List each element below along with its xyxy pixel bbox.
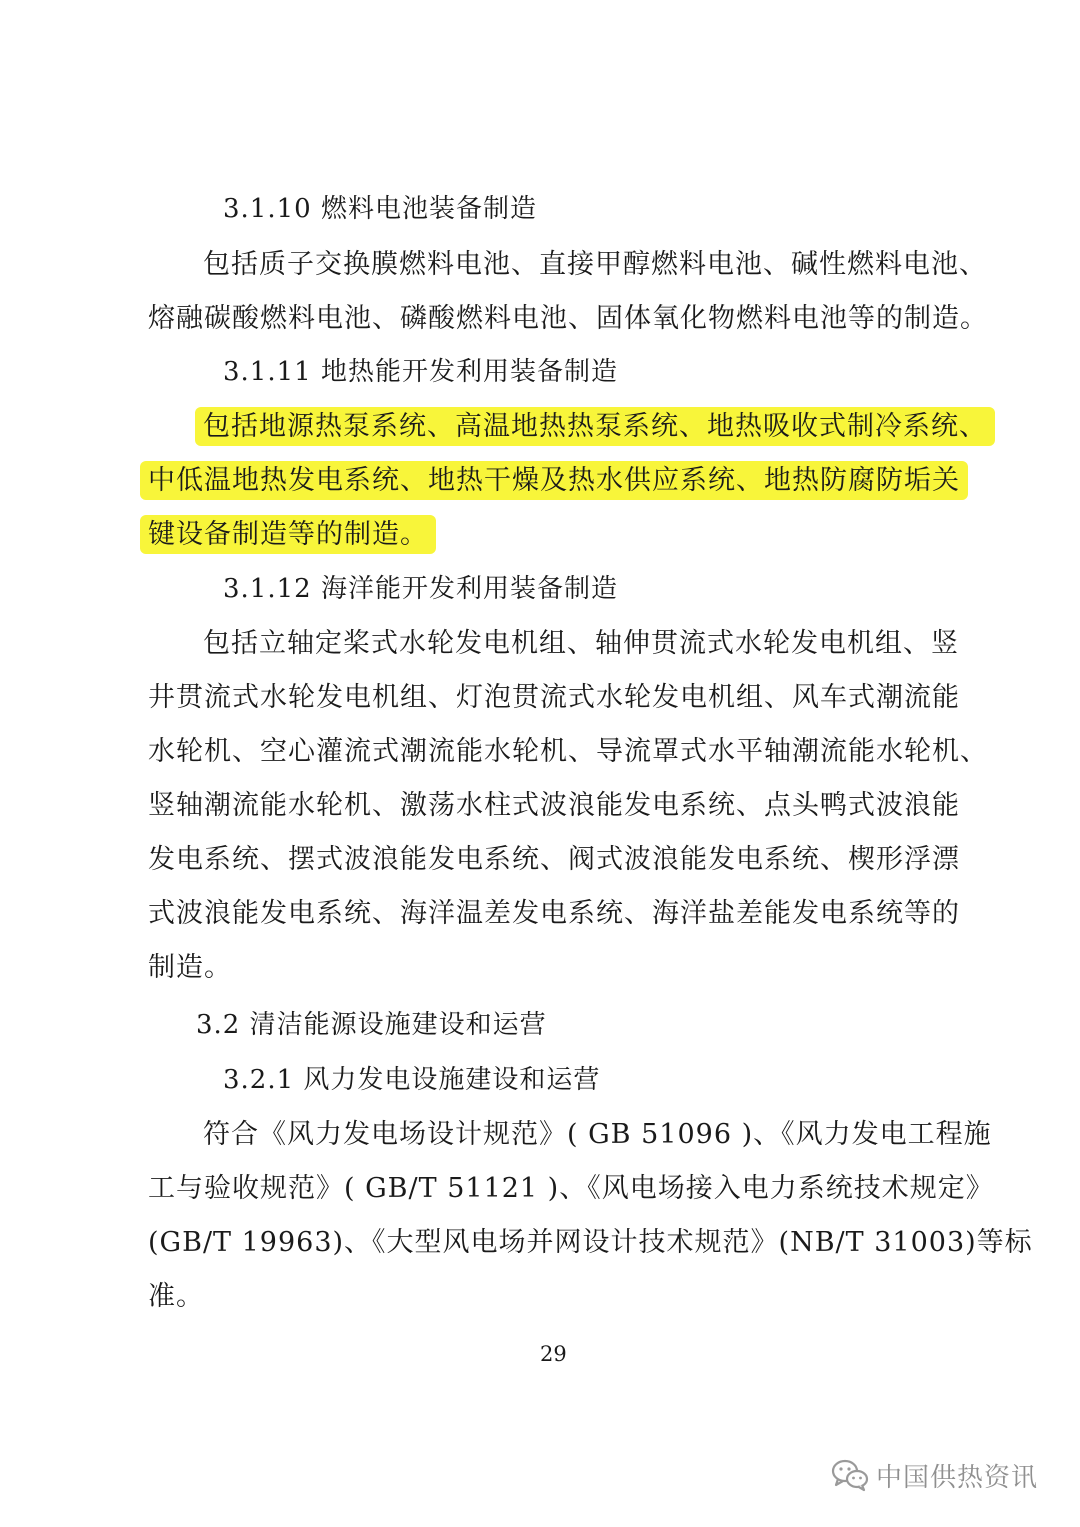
- paragraph-line: 准。: [148, 1281, 204, 1312]
- page-number: 29: [540, 1342, 567, 1366]
- paragraph-line: 水轮机、空心灌流式潮流能水轮机、导流罩式水平轴潮流能水轮机、: [148, 736, 988, 767]
- paragraph-line: 包括立轴定桨式水轮发电机组、轴伸贯流式水轮发电机组、竖: [203, 628, 959, 659]
- watermark-text: 中国供热资讯: [876, 1462, 1039, 1493]
- highlighted-paragraph-line: [148, 464, 968, 498]
- section-heading-3-2-1: 3.2.1 风力发电设施建设和运营: [223, 1065, 601, 1095]
- section-heading-3-1-10: 3.1.10 燃料电池装备制造: [223, 194, 537, 224]
- paragraph-line: 井贯流式水轮发电机组、灯泡贯流式水轮发电机组、风车式潮流能: [148, 682, 960, 713]
- paragraph-line: 包括质子交换膜燃料电池、直接甲醇燃料电池、碱性燃料电池、: [203, 249, 987, 280]
- section-heading-3-1-12: 3.1.12 海洋能开发利用装备制造: [223, 574, 618, 604]
- paragraph-line: 熔融碳酸燃料电池、磷酸燃料电池、固体氧化物燃料电池等的制造。: [148, 303, 988, 334]
- text-highlight: 键设备制造等的制造。: [140, 515, 436, 554]
- paragraph-line: 工与验收规范》( GB/T 51121 )、《风电场接入电力系统技术规定》: [148, 1173, 994, 1204]
- highlighted-paragraph-line: [203, 410, 995, 444]
- watermark: [830, 1455, 1038, 1495]
- section-heading-3-2: 3.2 清洁能源设施建设和运营: [196, 1010, 547, 1040]
- paragraph-line: 发电系统、摆式波浪能发电系统、阀式波浪能发电系统、楔形浮漂: [148, 844, 960, 875]
- text-highlight: 包括地源热泵系统、高温地热热泵系统、地热吸收式制冷系统、: [195, 407, 995, 446]
- wechat-icon: [830, 1458, 870, 1492]
- text-highlight: 中低温地热发电系统、地热干燥及热水供应系统、地热防腐防垢关: [140, 461, 968, 500]
- paragraph-line: (GB/T 19963)、《大型风电场并网设计技术规范》(NB/T 31003)等标: [148, 1227, 1033, 1258]
- paragraph-line: 制造。: [148, 952, 232, 983]
- paragraph-line: 符合《风力发电场设计规范》( GB 51096 )、《风力发电工程施: [203, 1119, 992, 1150]
- paragraph-line: 竖轴潮流能水轮机、激荡水柱式波浪能发电系统、点头鸭式波浪能: [148, 790, 960, 821]
- paragraph-line: 式波浪能发电系统、海洋温差发电系统、海洋盐差能发电系统等的: [148, 898, 960, 929]
- section-heading-3-1-11: 3.1.11 地热能开发利用装备制造: [223, 357, 618, 387]
- highlighted-paragraph-line: [148, 518, 436, 552]
